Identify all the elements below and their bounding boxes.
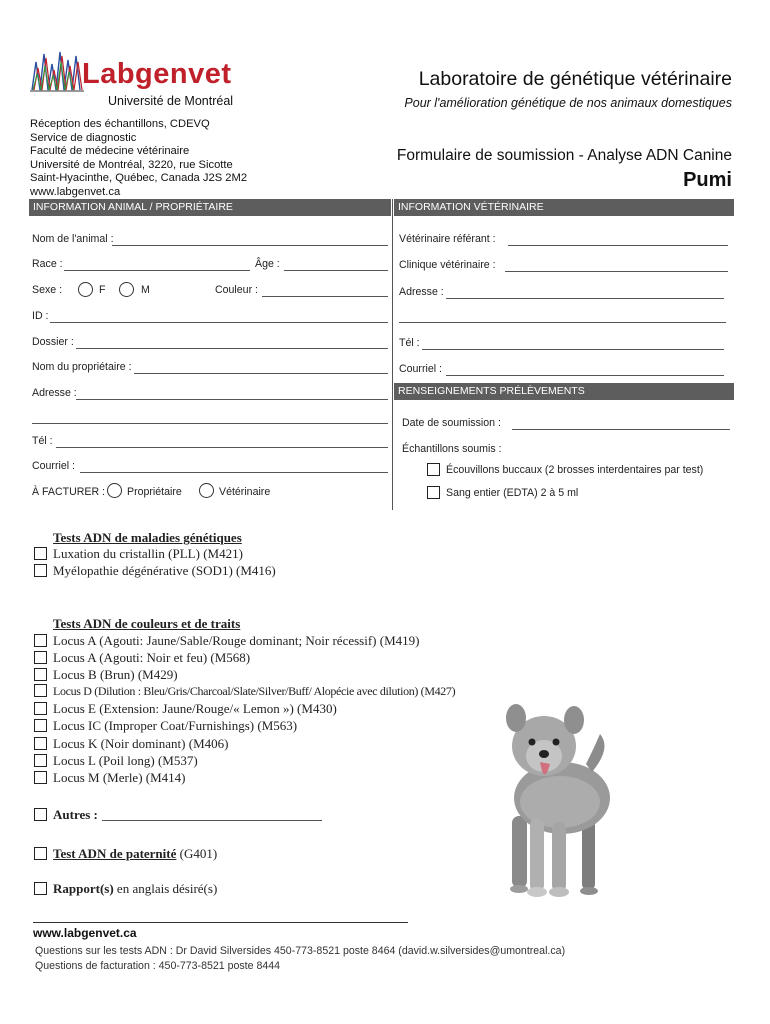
vet-email-label: Courriel : (399, 363, 442, 375)
clinic-label: Clinique vétérinaire : (399, 259, 496, 271)
vet-email-field[interactable] (446, 375, 724, 376)
checkbox[interactable] (34, 754, 47, 767)
checkbox[interactable] (34, 702, 47, 715)
address-line: Faculté de médecine vétérinaire (30, 145, 190, 158)
color-test-item[interactable] (34, 752, 198, 769)
other-tests-label: Autres : (53, 807, 98, 822)
address-line: Université de Montréal, 3220, rue Sicotte (30, 158, 233, 171)
sex-m-label: M (141, 284, 150, 296)
bill-owner-label: Propriétaire (127, 486, 182, 498)
clinic-field[interactable] (505, 271, 728, 272)
bill-vet-radio[interactable] (199, 483, 214, 498)
disease-item[interactable] (34, 562, 276, 579)
checkbox[interactable] (34, 634, 47, 647)
buccal-swab-label: Écouvillons buccaux (2 brosses interdentaires par test) (446, 464, 704, 476)
lab-subtitle: Pour l'amélioration génétique de nos animaux domestiques (404, 96, 732, 110)
color-test-item[interactable] (34, 683, 455, 700)
color-field[interactable] (262, 296, 388, 297)
vet-phone-label: Tél : (399, 337, 420, 349)
bill-vet-label: Vétérinaire (219, 486, 271, 498)
checkbox[interactable] (34, 847, 47, 860)
vet-phone-field[interactable] (422, 349, 724, 350)
checkbox[interactable] (34, 651, 47, 664)
whole-blood-checkbox[interactable] (427, 486, 440, 499)
submission-date-label: Date de soumission : (402, 417, 501, 429)
sex-m-radio[interactable] (119, 282, 134, 297)
color-test-item[interactable] (34, 769, 186, 786)
reception-address (30, 118, 247, 200)
vet-address-field-2[interactable] (399, 322, 726, 323)
vet-address-label: Adresse : (399, 286, 444, 298)
color-test-item[interactable] (34, 632, 419, 649)
file-label: Dossier : (32, 336, 74, 348)
checkbox[interactable] (34, 668, 47, 681)
referring-vet-label: Vétérinaire référant : (399, 233, 496, 245)
vet-address-field[interactable] (446, 298, 724, 299)
disease-item[interactable] (34, 545, 243, 562)
checkbox[interactable] (34, 547, 47, 560)
color-test-label: Locus E (Extension: Jaune/Rouge/« Lemon ») (M430) (53, 701, 337, 716)
buccal-swab-checkbox[interactable] (427, 463, 440, 476)
bill-owner-radio[interactable] (107, 483, 122, 498)
footer-rule (33, 922, 408, 923)
color-test-label: Locus L (Poil long) (M537) (53, 753, 198, 768)
color-test-label: Locus M (Merle) (M414) (53, 770, 186, 785)
checkbox[interactable] (34, 882, 47, 895)
breed-field[interactable] (64, 270, 250, 271)
age-label: Âge : (255, 258, 280, 270)
owner-email-label: Courriel : (32, 460, 75, 472)
column-divider (392, 199, 393, 510)
samples-bar: RENSEIGNEMENTS PRÉLÈVEMENTS (394, 383, 734, 400)
color-test-label: Locus A (Agouti: Noir et feu) (M568) (53, 650, 251, 665)
checkbox[interactable] (34, 564, 47, 577)
animal-name-field[interactable] (112, 245, 388, 246)
logo-text: Labgenvet (82, 58, 232, 90)
samples-label: Échantillons soumis : (402, 443, 502, 455)
other-tests-field[interactable] (102, 820, 322, 821)
form-title: Formulaire de soumission - Analyse ADN Canine (396, 147, 732, 164)
other-tests-item[interactable] (34, 806, 98, 823)
owner-address-field[interactable] (76, 399, 388, 400)
color-test-item[interactable] (34, 717, 297, 734)
checkbox[interactable] (34, 808, 47, 821)
owner-phone-field[interactable] (56, 447, 388, 448)
report-bold-label: Rapport(s) (53, 881, 114, 896)
checkbox[interactable] (34, 771, 47, 784)
owner-address-field-2[interactable] (32, 423, 388, 424)
submission-date-field[interactable] (512, 429, 730, 430)
color-label: Couleur : (215, 284, 258, 296)
file-field[interactable] (76, 348, 388, 349)
age-field[interactable] (284, 270, 388, 271)
colors-title: Tests ADN de couleurs et de traits (53, 616, 241, 631)
footer-dna-questions: Questions sur les tests ADN : Dr David Silversides 450-773-8521 poste 8464 (david.w.silversides@umontreal.ca) (35, 945, 566, 957)
pumi-dog-photo (500, 690, 610, 900)
vet-info-bar: INFORMATION VÉTÉRINAIRE (394, 199, 734, 216)
animal-owner-bar: INFORMATION ANIMAL / PROPRIÉTAIRE (29, 199, 391, 216)
owner-name-label: Nom du propriétaire : (32, 361, 132, 373)
owner-phone-label: Tél : (32, 435, 53, 447)
checkbox[interactable] (34, 684, 47, 697)
footer-website[interactable]: www.labgenvet.ca (33, 926, 137, 940)
dna-peaks-logo-graphic (30, 48, 86, 94)
billing-label: À FACTURER : (32, 486, 105, 498)
color-test-item[interactable] (34, 666, 178, 683)
paternity-code: (G401) (179, 846, 218, 861)
whole-blood-label: Sang entier (EDTA) 2 à 5 ml (446, 487, 579, 499)
id-label: ID : (32, 310, 49, 322)
report-rest-label: en anglais désiré(s) (116, 881, 218, 896)
sex-f-radio[interactable] (78, 282, 93, 297)
report-english-item[interactable] (34, 880, 217, 897)
color-test-item[interactable] (34, 735, 228, 752)
paternity-label: Test ADN de paternité (53, 846, 177, 861)
logo-university: Université de Montréal (108, 94, 234, 108)
color-test-label: Locus A (Agouti: Jaune/Sable/Rouge dominant; Noir récessif) (M419) (53, 633, 420, 648)
color-test-label: Locus B (Brun) (M429) (53, 667, 178, 682)
owner-email-field[interactable] (80, 472, 388, 473)
color-test-item[interactable] (34, 649, 250, 666)
address-line: Saint-Hyacinthe, Québec, Canada J2S 2M2 (30, 172, 248, 185)
footer-billing-questions: Questions de facturation : 450-773-8521 poste 8444 (35, 960, 281, 972)
diseases-title: Tests ADN de maladies génétiques (53, 530, 242, 545)
address-line: www.labgenvet.ca (30, 185, 121, 198)
owner-name-field[interactable] (134, 373, 388, 374)
color-test-label: Locus K (Noir dominant) (M406) (53, 736, 229, 751)
checkbox[interactable] (34, 737, 47, 750)
animal-name-label: Nom de l'animal : (32, 233, 114, 245)
color-test-item[interactable] (34, 700, 337, 717)
color-test-label: Locus IC (Improper Coat/Furnishings) (M563) (53, 718, 298, 733)
disease-item-label: Myélopathie dégénérative (SOD1) (M416) (53, 563, 276, 578)
address-line: Réception des échantillons, CDEVQ (30, 118, 210, 130)
address-line: Service de diagnostic (30, 131, 137, 144)
owner-address-label: Adresse : (32, 387, 77, 399)
checkbox[interactable] (34, 719, 47, 732)
breed-label: Race : (32, 258, 63, 270)
disease-item-label: Luxation du cristallin (PLL) (M421) (53, 546, 243, 561)
id-field[interactable] (50, 322, 388, 323)
paternity-item[interactable] (34, 845, 217, 862)
breed-name: Pumi (683, 169, 732, 191)
lab-title: Laboratoire de génétique vétérinaire (418, 68, 732, 90)
referring-vet-field[interactable] (508, 245, 728, 246)
sex-f-label: F (99, 284, 106, 296)
sex-label: Sexe : (32, 284, 63, 296)
color-test-label: Locus D (Dilution : Bleu/Gris/Charcoal/Slate/Silver/Buff/ Alopécie avec dilution) (M427) (53, 684, 456, 698)
